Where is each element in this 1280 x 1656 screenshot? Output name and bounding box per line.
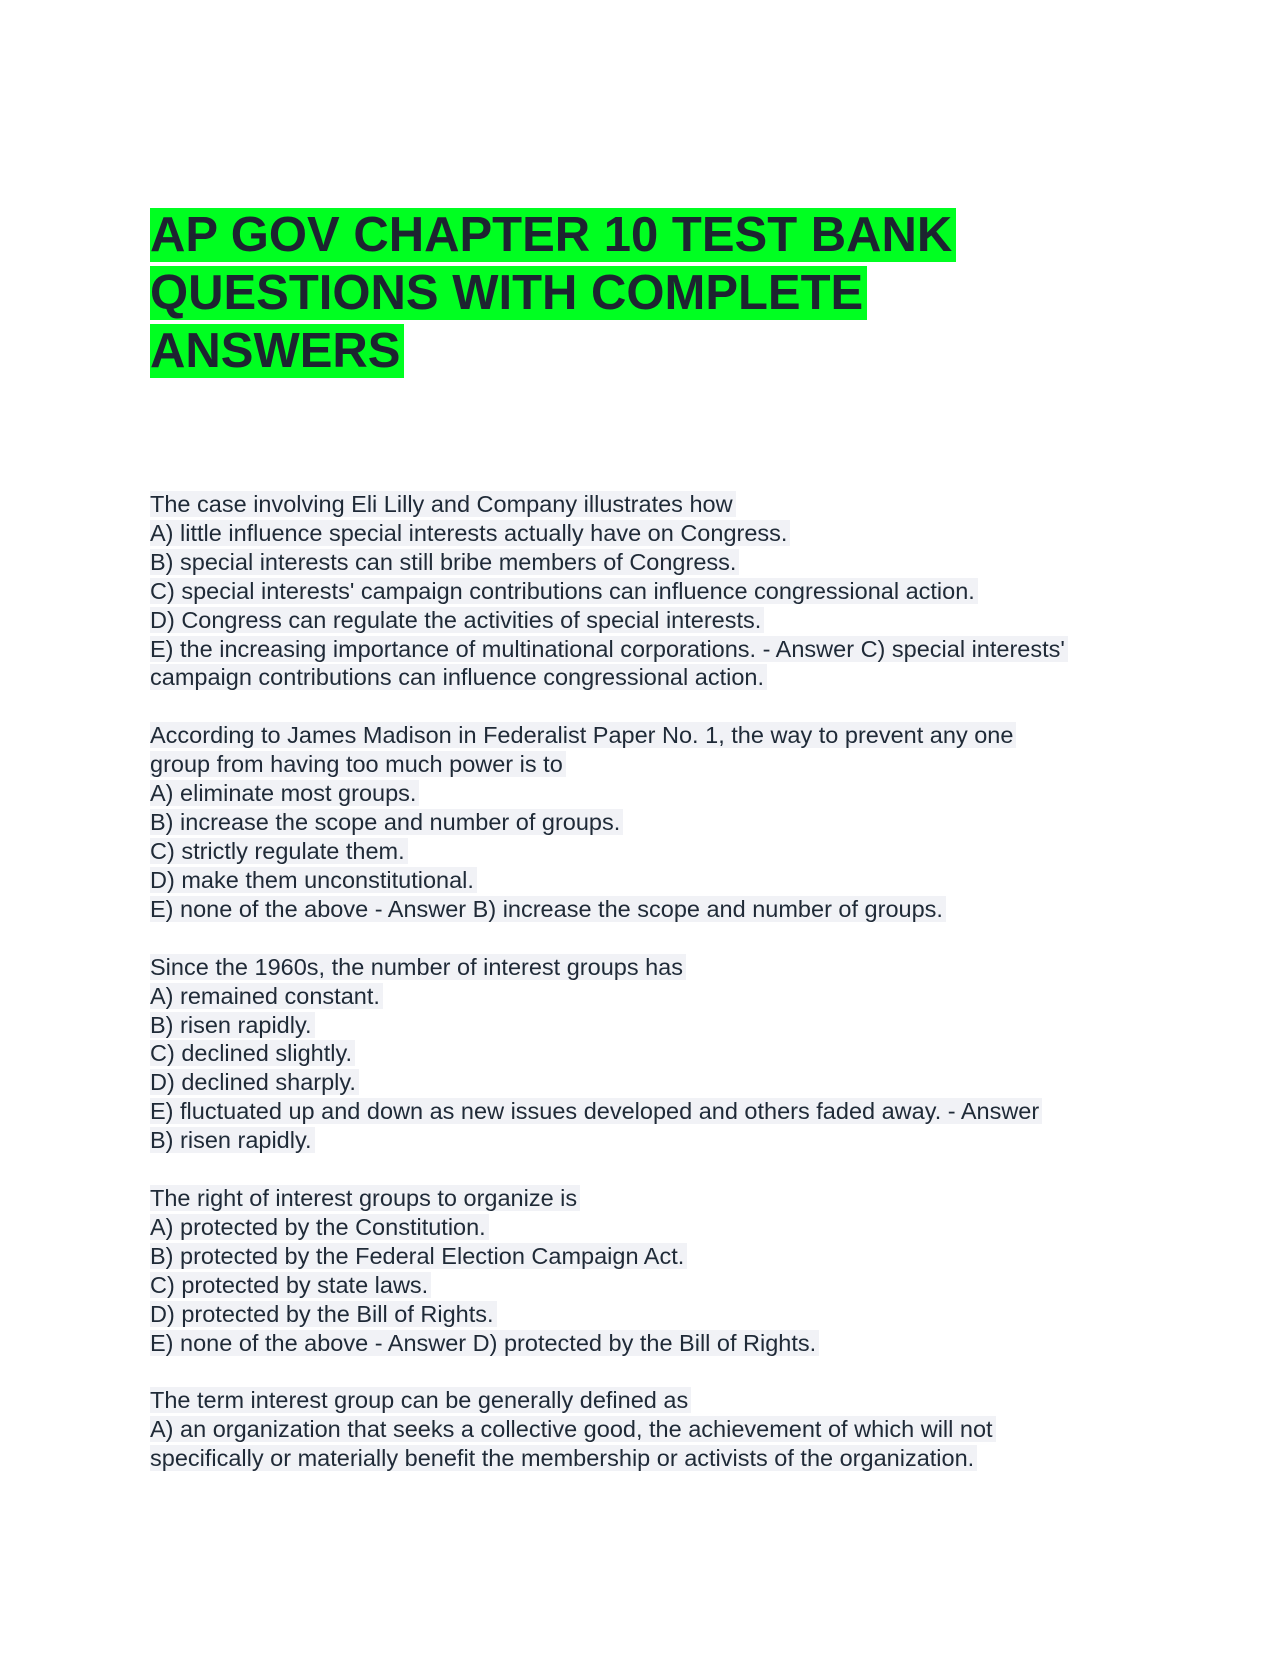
answer-text: campaign contributions can influence congressional action. xyxy=(150,663,1150,692)
answer-option: B) risen rapidly. xyxy=(150,1011,1150,1040)
question-block xyxy=(150,490,1150,692)
answer-option: D) declined sharply. xyxy=(150,1068,1150,1097)
answer-option: B) increase the scope and number of groups. xyxy=(150,808,1150,837)
title-line: QUESTIONS WITH COMPLETE xyxy=(150,266,867,320)
answer-option: A) eliminate most groups. xyxy=(150,779,1150,808)
question-text: Since the 1960s, the number of interest groups has xyxy=(150,953,1150,982)
document-page xyxy=(150,206,1150,1472)
question-block xyxy=(150,1184,1150,1357)
answer-option: E) none of the above - Answer B) increase the scope and number of groups. xyxy=(150,895,1150,924)
question-block xyxy=(150,953,1150,1155)
question-list xyxy=(150,490,1150,1502)
answer-option: A) an organization that seeks a collective good, the achievement of which will not xyxy=(150,1415,1150,1444)
answer-option: C) protected by state laws. xyxy=(150,1271,1150,1300)
title-line: AP GOV CHAPTER 10 TEST BANK xyxy=(150,208,956,262)
answer-option: A) little influence special interests actually have on Congress. xyxy=(150,519,1150,548)
answer-option: specifically or materially benefit the membership or activists of the organization. xyxy=(150,1444,1150,1473)
answer-option: E) none of the above - Answer D) protected by the Bill of Rights. xyxy=(150,1329,1150,1358)
answer-option: D) protected by the Bill of Rights. xyxy=(150,1300,1150,1329)
answer-option: B) special interests can still bribe members of Congress. xyxy=(150,548,1150,577)
answer-option: A) protected by the Constitution. xyxy=(150,1213,1150,1242)
answer-option: E) the increasing importance of multinational corporations. - Answer C) special interests' xyxy=(150,635,1150,664)
question-block xyxy=(150,721,1150,923)
document-title xyxy=(150,206,1150,380)
answer-option: D) make them unconstitutional. xyxy=(150,866,1150,895)
answer-option: C) declined slightly. xyxy=(150,1039,1150,1068)
question-text: The case involving Eli Lilly and Company illustrates how xyxy=(150,490,1150,519)
question-text: group from having too much power is to xyxy=(150,750,1150,779)
question-text: According to James Madison in Federalist Paper No. 1, the way to prevent any one xyxy=(150,721,1150,750)
title-line: ANSWERS xyxy=(150,324,404,378)
answer-option: A) remained constant. xyxy=(150,982,1150,1011)
answer-text: B) risen rapidly. xyxy=(150,1126,1150,1155)
answer-option: E) fluctuated up and down as new issues developed and others faded away. - Answer xyxy=(150,1097,1150,1126)
answer-option: D) Congress can regulate the activities of special interests. xyxy=(150,606,1150,635)
question-text: The term interest group can be generally defined as xyxy=(150,1386,1150,1415)
answer-option: C) special interests' campaign contributions can influence congressional action. xyxy=(150,577,1150,606)
question-block xyxy=(150,1386,1150,1473)
question-text: The right of interest groups to organize is xyxy=(150,1184,1150,1213)
answer-option: C) strictly regulate them. xyxy=(150,837,1150,866)
answer-option: B) protected by the Federal Election Campaign Act. xyxy=(150,1242,1150,1271)
